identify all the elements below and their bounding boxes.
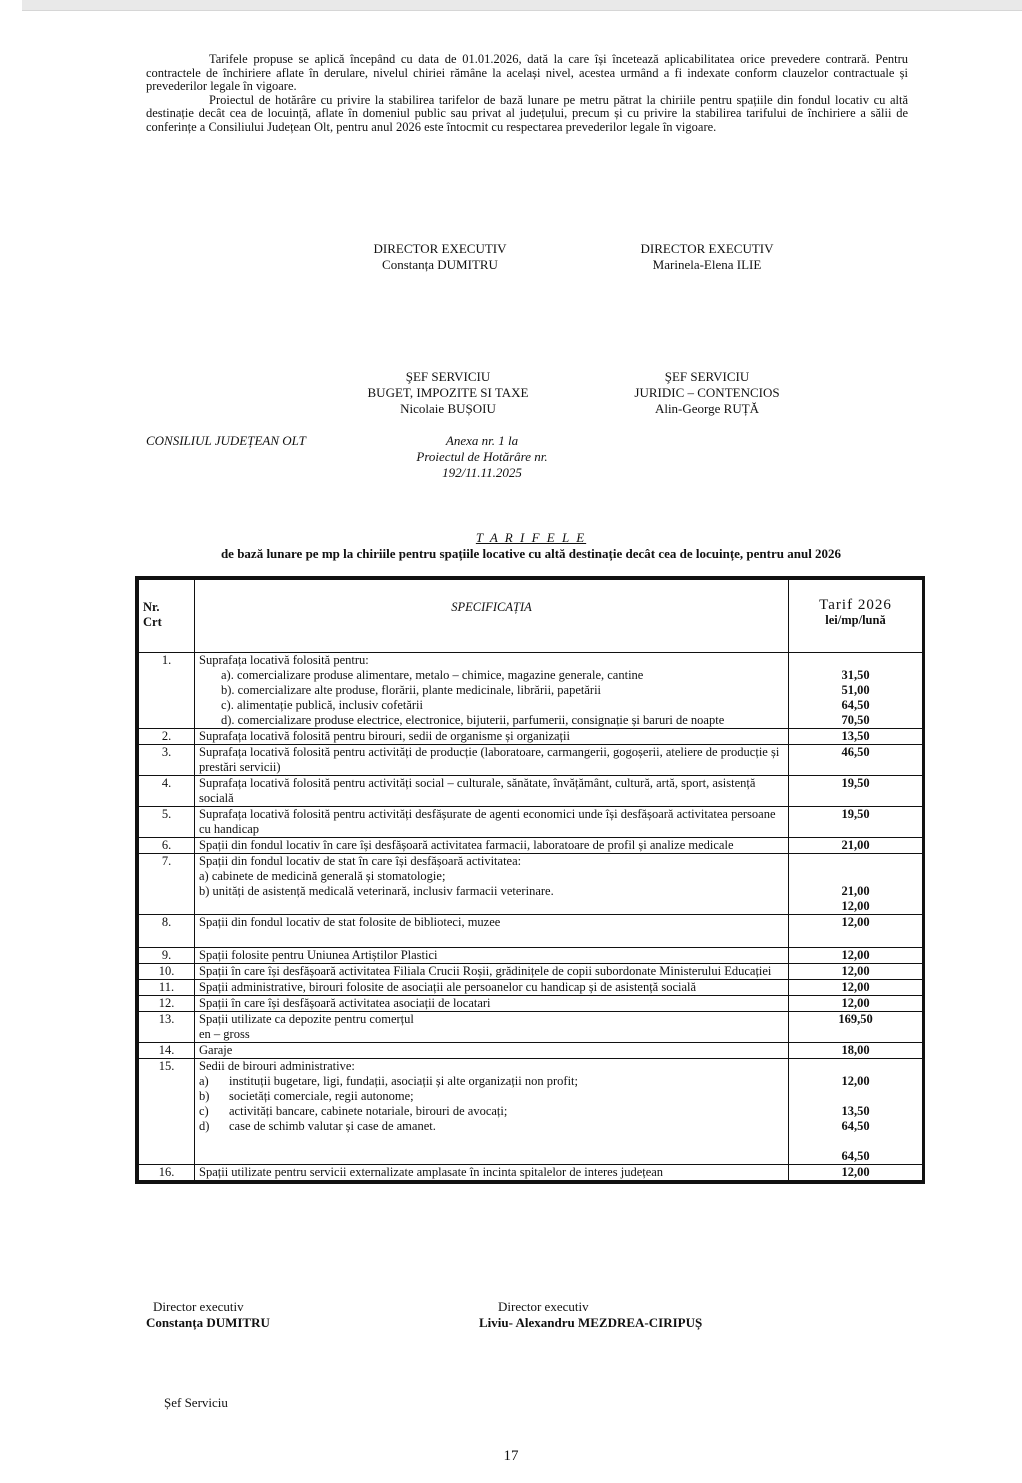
signature-director-right: DIRECTOR EXECUTIV Marinela-Elena ILIE	[640, 241, 774, 272]
window-top-bar	[22, 0, 1022, 11]
table-row: 15. Sedii de birouri administrative: a) instituții bugetare, ligi, fundații, asociații și alte organizații non profit; b) societăți comerciale, regii autonome; c) activități bancare, cabinete notariale, birouri de avocați; d) case de schimb valutar și case de amanet. 12,00 13,50 64,50 64,50	[139, 1059, 923, 1165]
table-row: 1. Suprafața locativă folosită pentru: a). comercializare produse alimentare, metalo – chimice, magazine generale, cantine b). comercializare alte produse, florării, plante medicinale, librării, papetării c). alimentație publică, inclusiv cofetării d). comercializare produse electrice, electronice, bijuterii, parfumerii, consignație și baruri de noapte 31,50 51,00 64,50 70,50	[139, 653, 923, 729]
title-subheading: de bază lunare pe mp la chiriile pentru spațiile locative cu altă destinație decât cea de locuințe, pentru anul 2026	[220, 546, 842, 561]
header-nr: Nr. Crt	[139, 580, 195, 653]
table-row: 8. Spații din fondul locativ de stat folosite de biblioteci, muzee 12,00	[139, 915, 923, 948]
annex-reference: Anexa nr. 1 la Proiectul de Hotărâre nr. 192/11.11.2025	[416, 433, 548, 480]
title-heading: T A R I F E L E	[475, 530, 587, 545]
signature-chief-legal: ŞEF SERVICIU JURIDIC – CONTENCIOS Alin-George RUȚĂ	[634, 369, 780, 416]
table-row: 14. Garaje 18,00	[139, 1043, 923, 1059]
table-row: 6. Spații din fondul locativ în care își desfășoară activitatea farmacii, laboratoare de profil și analize medicale 21,00	[139, 838, 923, 854]
footer-signature-right: Director executiv Liviu- Alexandru MEZDREA-CIRIPUȘ	[479, 1299, 703, 1330]
table-row: 2. Suprafața locativă folosită pentru birouri, sedii de organisme și organizații 13,50	[139, 729, 923, 745]
signature-chief-budget: ŞEF SERVICIU BUGET, IMPOZITE SI TAXE Nicolaie BUȘOIU	[367, 369, 529, 416]
intro-paragraph-2: Proiectul de hotărâre cu privire la stabilirea tarifelor de bază lunare pe metru pătrat la chiriile pentru spațiile din fondul locativ cu altă destinație decât cea de locuință, aflate în domeniul public sau privat al județului, precum și cu privire la stabilirea tarifului de închiriere a sălii de conferințe a Consiliului Județean Olt, pentru anul 2026 este întocmit cu respectarea prevederilor legale în vigoare.	[146, 92, 908, 134]
footer-chief-service: Șef Serviciu	[164, 1395, 228, 1410]
table-header-row	[139, 580, 923, 653]
page-number: 17	[503, 1448, 519, 1464]
table-row: 16. Spații utilizate pentru servicii externalizate amplasate în incinta spitalelor de interes județean 12,00	[139, 1165, 923, 1181]
table-row: 11. Spații administrative, birouri folosite de asociații ale persoanelor cu handicap și de asistență socială 12,00	[139, 980, 923, 996]
table-title	[136, 530, 926, 562]
intro-text	[146, 53, 908, 134]
table-row: 5. Suprafața locativă folosită pentru activități desfășurate de agenti economici unde își desfășoară activitatea persoane cu handicap 19,50	[139, 807, 923, 838]
table-row: 3. Suprafața locativă folosită pentru activități de producție (laboratoare, carmangerii, gogoșerii, ateliere de producție și prestări servicii) 46,50	[139, 745, 923, 776]
table-row: 13. Spații utilizate ca depozite pentru comerțul en – gross 169,50	[139, 1012, 923, 1043]
table-row: 10. Spații în care își desfășoară activitatea Filiala Crucii Roșii, grădinițele de copii subordonate Ministerului Educației 12,00	[139, 964, 923, 980]
table-row: 9. Spații folosite pentru Uniunea Artiștilor Plastici 12,00	[139, 948, 923, 964]
table-row: 4. Suprafața locativă folosită pentru activități social – culturale, sănătate, învățământ, cultură, artă, sport, asistență socială 19,50	[139, 776, 923, 807]
tariff-table	[135, 576, 925, 1184]
footer-signature-left: Director executiv Constanța DUMITRU	[146, 1299, 270, 1330]
table-row: 7. Spații din fondul locativ de stat în care își desfășoară activitatea: a) cabinete de medicină generală și stomatologie; b) unități de asistență medicală veterinară, inclusiv farmacii veterinare. 21,00 12,00	[139, 854, 923, 915]
table-row: 12. Spații în care își desfășoară activitatea asociații de locatari 12,00	[139, 996, 923, 1012]
intro-paragraph-1: Tarifele propuse se aplică începând cu data de 01.01.2026, dată la care își încetează aplicabilitatea orice prevedere contrară. Pentru contractele de închiriere aflate în derulare, nivelul chiriei rămâne la același nivel, acestea urmând a fi indexate conform clauzelor contractuale și prevederilor legale în vigoare.	[146, 52, 908, 93]
institution-name: CONSILIUL JUDEȚEAN OLT	[146, 433, 306, 448]
header-tariff: Tarif 2026 lei/mp/lună	[789, 580, 923, 653]
signature-director-left: DIRECTOR EXECUTIV Constanța DUMITRU	[373, 241, 507, 272]
header-specification: SPECIFICAȚIA	[195, 580, 789, 653]
